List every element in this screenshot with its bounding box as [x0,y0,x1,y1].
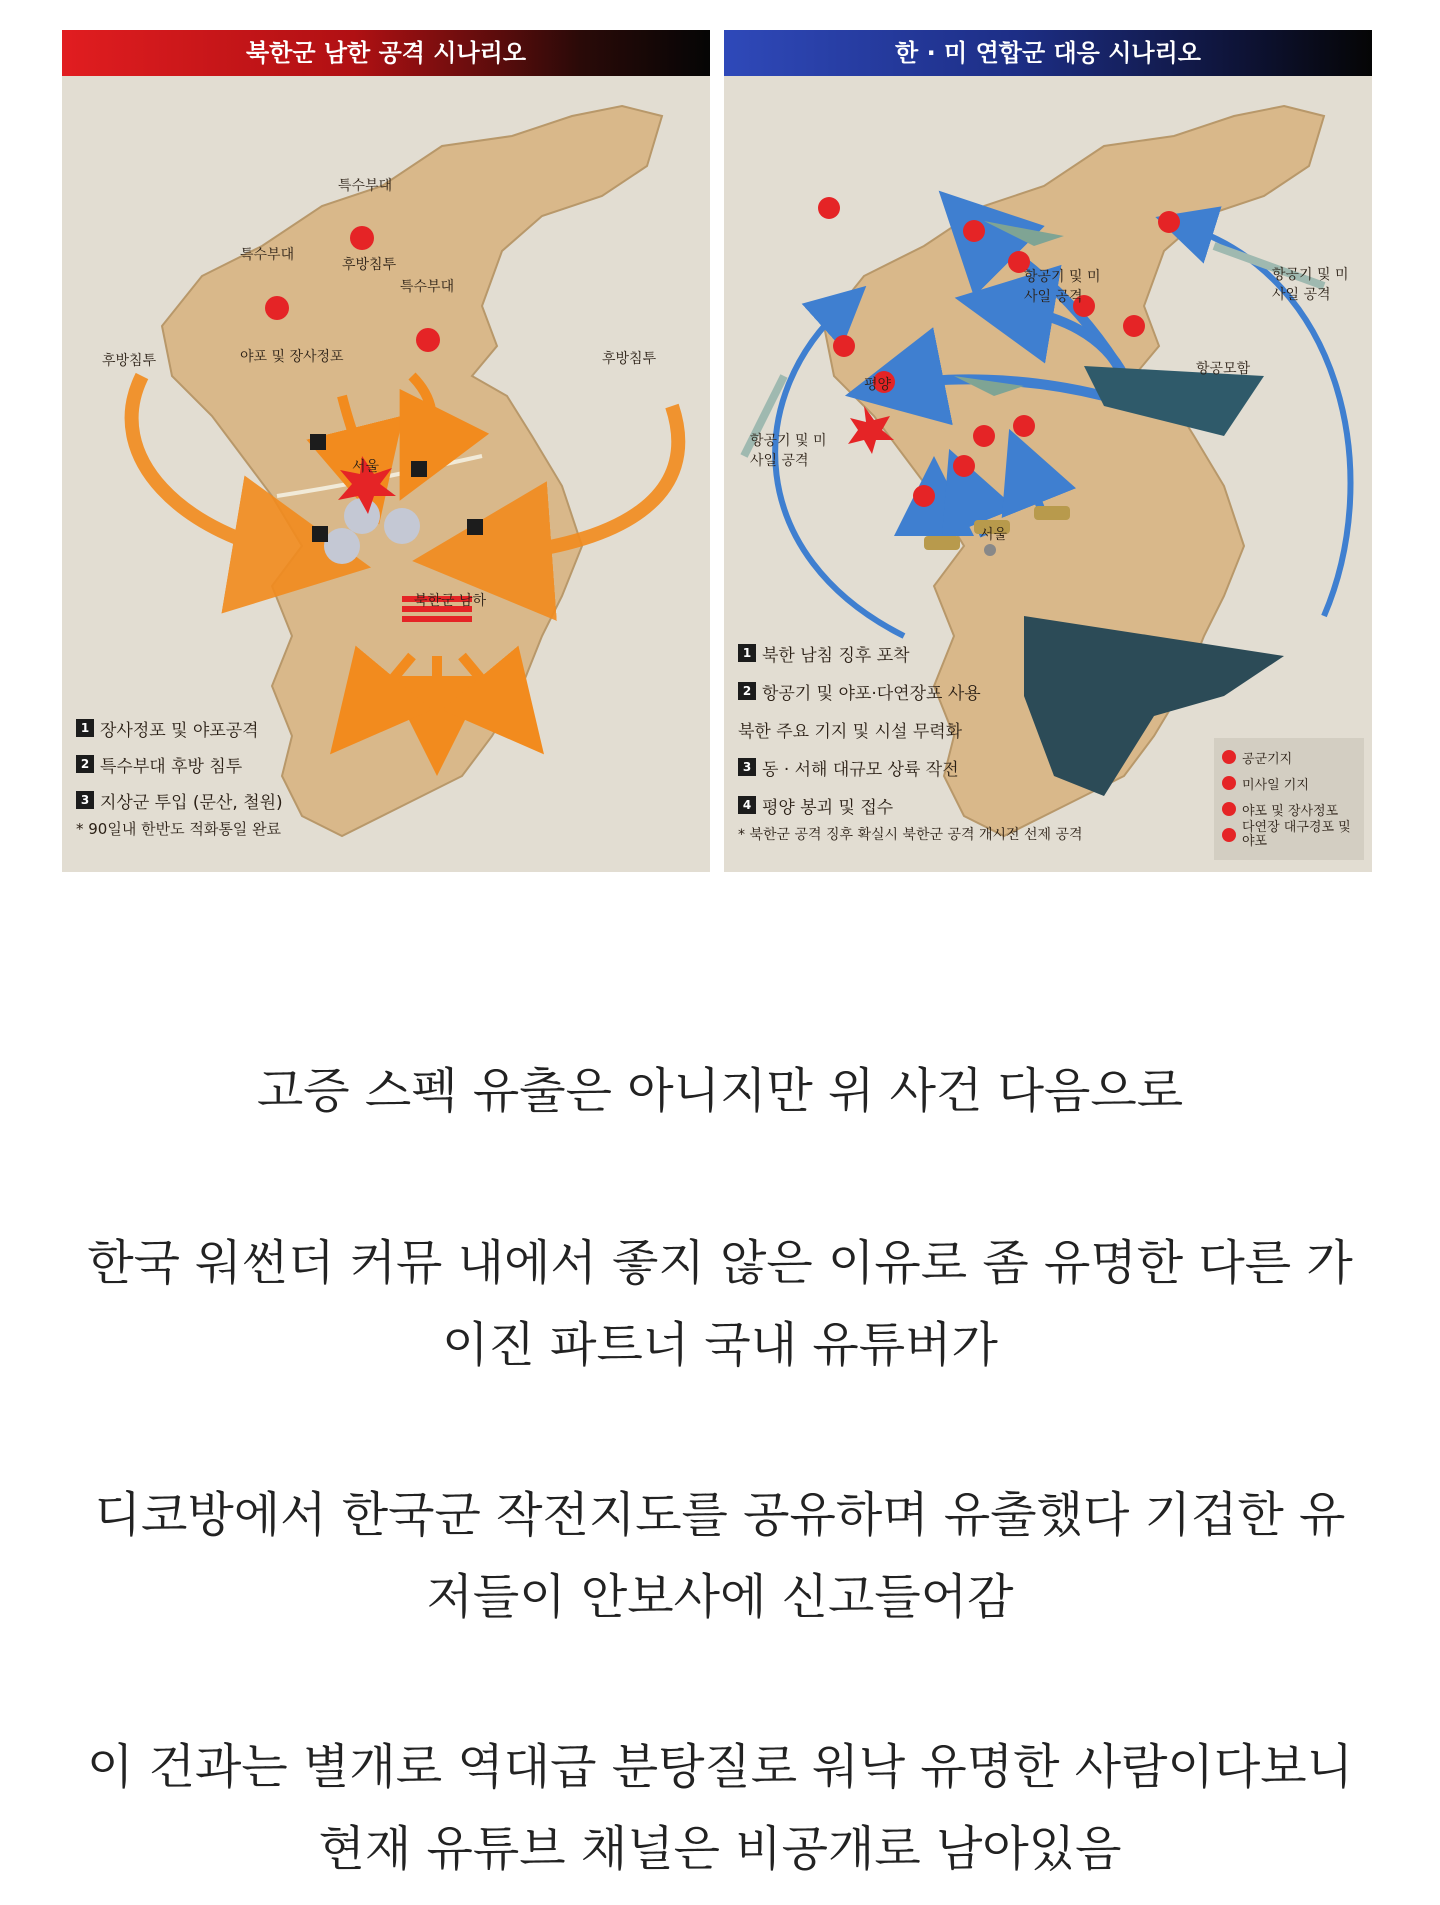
legend-item: 1 북한 남침 징후 포착 [738,634,1083,672]
label-special-forces-top: 특수부대 [338,178,393,194]
label-seoul-right: 서울 [980,527,1008,543]
label-invasion: 북한군 남하 [414,593,487,609]
paragraph-line: 이 건과는 별개로 역대급 분탕질로 워낙 유명한 사람이다보니 [86,1739,1353,1795]
label-special-forces-left: 특수부대 [240,247,295,263]
left-panel-title: 북한군 남한 공격 시나리오 [62,30,710,76]
paragraph-line: 고증 스펙 유출은 아니지만 위 사건 다음으로 [256,1063,1184,1119]
left-legend-note: * 90일내 한반도 적화통일 완료 [76,820,282,838]
artillery-icon [1222,802,1236,816]
label-rear-infiltration-left: 후방침투 [102,353,157,369]
base-marker [416,328,440,352]
right-panel-title: 한 · 미 연합군 대응 시나리오 [724,30,1372,76]
legend-item: 1 장사정포 및 야포공격 [76,710,283,746]
label-carrier: 항공모함 [1196,361,1251,377]
allied-response-scenario-panel [724,30,1372,872]
left-legend [76,710,283,839]
infographic-image [0,0,1440,900]
paragraph-line: 저들이 안보사에 신고들어감 [426,1569,1014,1625]
legend-item: 2 항공기 및 야포·다연장포 사용 [738,672,1083,710]
legend-item: 3 지상군 투입 (문산, 철원) [76,782,283,818]
key-item: 공군기지 [1222,744,1356,770]
air-base-icon [1222,750,1236,764]
label-special-forces-right: 특수부대 [400,279,455,295]
legend-item: 북한 주요 기지 및 시설 무력화 [738,721,963,742]
missile-base-icon [1222,776,1236,790]
symbol-key [1214,738,1364,860]
key-item: 야포 및 장사정포 [1222,796,1356,822]
label-aircraft-missile-west: 항공기 및 미사일 공격 [750,433,827,469]
label-rear-infiltration-center: 후방침투 [342,257,397,273]
base-marker [350,226,374,250]
label-aircraft-missile-center: 항공기 및 미사일 공격 [1024,269,1101,305]
label-aircraft-missile-east: 항공기 및 미사일 공격 [1272,267,1349,303]
legend-item: 2 특수부대 후방 침투 [76,746,283,782]
label-artillery: 야포 및 장사정포 [240,349,344,365]
paragraph-line: 한국 워썬더 커뮤 내에서 좋지 않은 이유로 좀 유명한 다른 가 [87,1235,1353,1291]
key-item: 다연장 대구경포 및 야포 [1222,822,1356,848]
paragraph-line: 디코방에서 한국군 작전지도를 공유하며 유출했다 기겁한 유 [94,1487,1346,1543]
label-pyongyang: 평양 [864,377,892,393]
paragraph-line: 현재 유튜브 채널은 비공개로 남아있음 [318,1821,1122,1877]
north-attack-scenario-panel [62,30,710,872]
paragraph-1 [0,1050,1440,1132]
paragraph-2 [0,1222,1440,1386]
right-legend-note: * 북한군 공격 징후 확실시 북한군 공격 개시전 선제 공격 [738,827,1083,843]
base-marker [265,296,289,320]
label-rear-infiltration-right: 후방침투 [602,351,657,367]
paragraph-4 [0,1726,1440,1890]
rocket-launcher-icon [1222,828,1236,842]
legend-item: 4 평양 봉괴 및 접수 [738,786,1083,824]
paragraph-line: 이진 파트너 국내 유튜버가 [442,1317,998,1373]
label-seoul: 서울 [352,459,380,475]
right-legend [738,634,1083,844]
legend-item: 3 동 · 서해 대규모 상륙 작전 [738,748,1083,786]
key-item: 미사일 기지 [1222,770,1356,796]
paragraph-3 [0,1474,1440,1638]
